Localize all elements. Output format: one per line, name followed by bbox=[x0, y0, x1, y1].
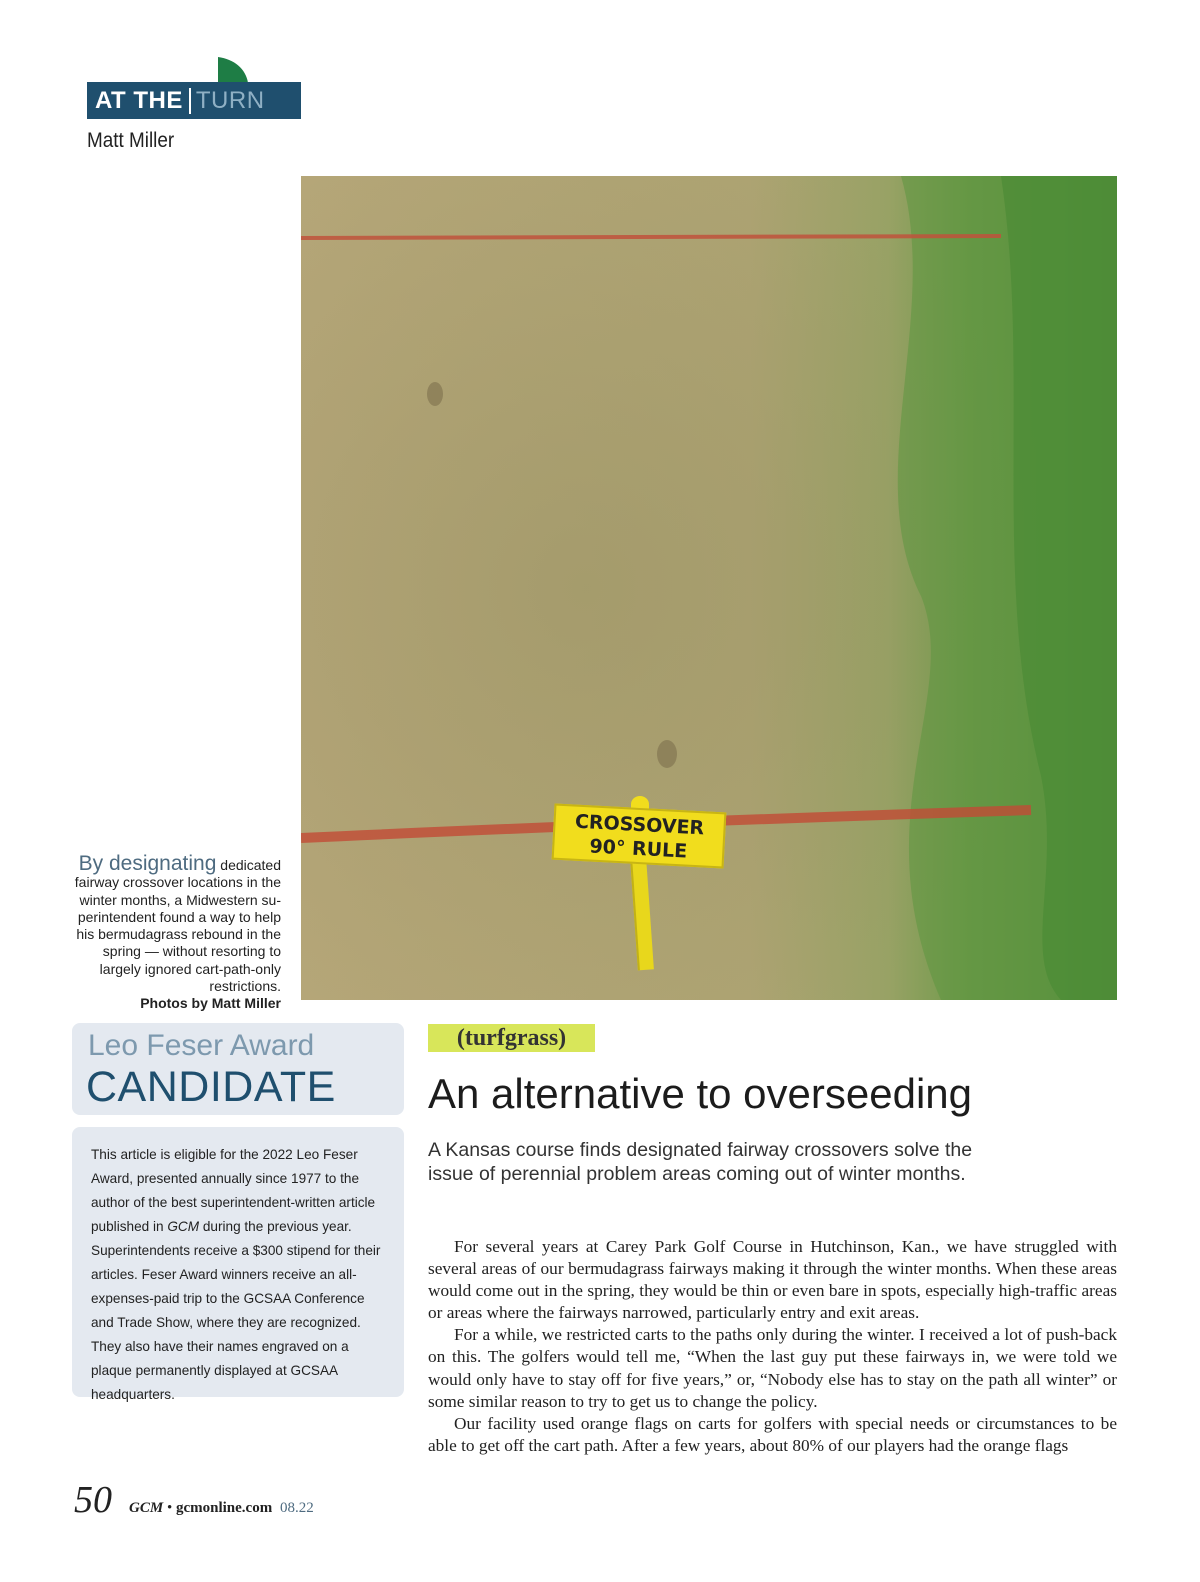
article-body bbox=[428, 1236, 1117, 1457]
footer-issue: 08.22 bbox=[279, 1500, 314, 1516]
section-divider bbox=[189, 88, 191, 114]
section-label-secondary: TURN bbox=[195, 86, 265, 114]
caption-lead: By designating bbox=[78, 852, 217, 875]
crossover-sign bbox=[552, 804, 727, 869]
footer-magazine: GCM bbox=[129, 1500, 164, 1516]
article-paragraph: Our facility used orange flags on carts for golfers with special needs or circumstances to be able to get off the cart path. After a few years, about 80% of our players had the orange flags bbox=[428, 1413, 1117, 1455]
award-heading-box bbox=[72, 1023, 404, 1115]
award-text-part1: This article is eligible for the 2022 Leo Feser Award, presented annually since 1977 to the author of the best superintendent-written article published in bbox=[91, 1147, 376, 1234]
article-paragraph: For several years at Carey Park Golf Course in Hutchinson, Kan., we have struggled with several areas of our bermudagrass fairways making it through the winter months. When these areas would come out in the spring, they would be thin or even bare in spots, especially high-traffic areas or areas where the fairways narrowed, particularly entry and exit areas. bbox=[428, 1237, 1117, 1323]
award-candidate-label: CANDIDATE bbox=[86, 1063, 336, 1111]
fairway-illustration bbox=[301, 176, 1117, 1000]
article-headline: An alternative to overseeding bbox=[428, 1070, 973, 1117]
page-number: 50 bbox=[74, 1479, 112, 1521]
author-byline: Matt Miller bbox=[87, 129, 175, 152]
section-label-primary: AT THE bbox=[95, 86, 183, 114]
photo-credit: Photos by Matt Miller bbox=[140, 995, 281, 1012]
flag-icon bbox=[216, 57, 250, 83]
category-tag: (turfgrass) bbox=[428, 1024, 595, 1052]
sign-line-1: CROSSOVER bbox=[574, 810, 705, 840]
award-magazine-name: GCM bbox=[167, 1219, 200, 1234]
article-paragraph: For a while, we restricted carts to the paths only during the winter. I received a lot of push-back on this. The golfers would tell me, “When the last guy put these fairways in, we were told we would only have to stay off for five years,” or, “Nobody else has to stay on the path all winter” or some similar reason to try to get us to change the policy. bbox=[428, 1325, 1117, 1411]
footer-line bbox=[129, 1500, 314, 1517]
footer-website[interactable]: gcmonline.com bbox=[175, 1500, 273, 1516]
section-badge bbox=[87, 82, 301, 119]
award-text-part2: during the previous year. Superintendents receive a $300 stipend for their articles. Feser Award winners receive an all-expenses-paid trip to the GCSAA Conference and Trade Show, where they are recognized. They also have their names engraved on a plaque permanently displayed at GCSAA headquarters. bbox=[91, 1219, 381, 1402]
award-description bbox=[72, 1127, 404, 1402]
article-deck: A Kansas course finds designated fairway crossovers solve the issue of perennial problem areas coming out of winter months. bbox=[428, 1139, 973, 1185]
caption-text: dedicated fairway crossover locations in the winter months, a Midwestern su-perintendent found a way to help his bermudagrass rebound in the spring — without resorting to largely ignored cart-path-only restrictions. bbox=[74, 857, 281, 995]
footer-bullet: • bbox=[163, 1500, 176, 1516]
award-title: Leo Feser Award bbox=[88, 1029, 315, 1062]
article-photo bbox=[301, 176, 1117, 1000]
photo-caption bbox=[60, 852, 281, 1013]
sign-line-2: 90° RULE bbox=[588, 835, 688, 863]
